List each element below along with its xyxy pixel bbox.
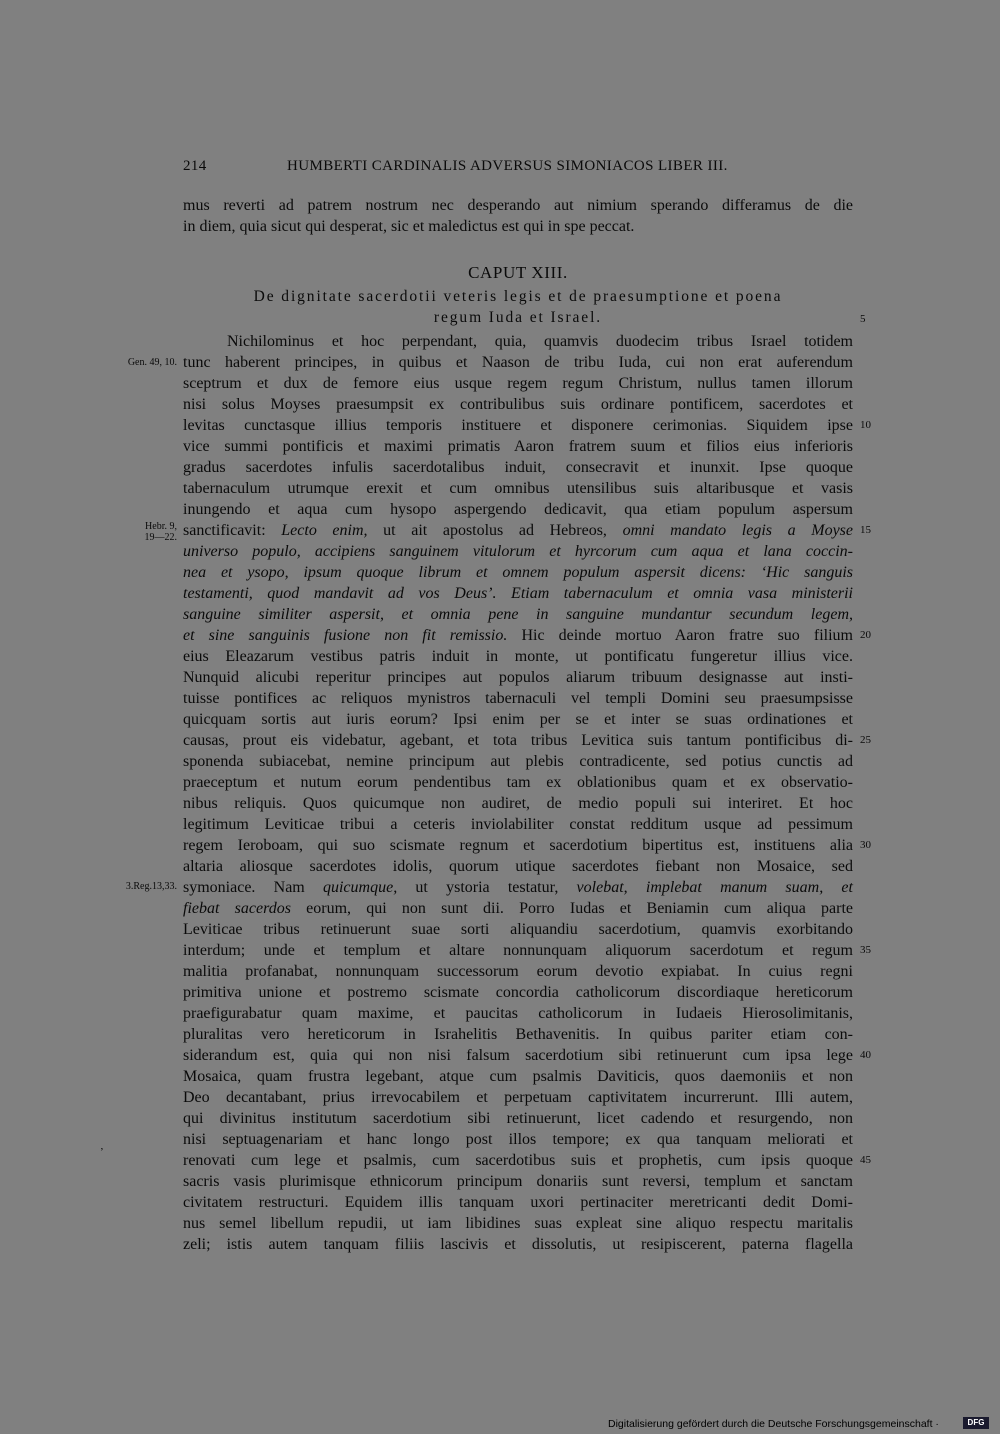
line-number: 35 — [860, 944, 871, 956]
text-line: praefigurabatur quam maxime, et paucitas catholicorum in Iudaeis Hierosolimitanis, — [183, 1005, 853, 1022]
text-line: causas, prout eis videbatur, agebant, et tota tribus Levitica suis tantum pontificibus di- — [183, 732, 853, 749]
text-line: testamenti, quod mandavit ad vos Deus’. Etiam tabernaculum et omnia vasa ministerii — [183, 585, 853, 602]
text-line: Nunquid alicubi reperitur principes aut populos aliarum tribuum designasse aut insti- — [183, 669, 853, 686]
running-title: HUMBERTI CARDINALIS ADVERSUS SIMONIACOS LIBER III. — [287, 158, 728, 174]
chapter-title-line: regum Iuda et Israel. — [433, 309, 603, 326]
margin-reference: 19—22. — [144, 532, 177, 543]
text-line: gradus sacerdotes infulis sacerdotalibus induit, consecravit et inunxit. Ipse quoque — [183, 459, 853, 476]
text-line: inungendo et aqua cum hysopo aspergendo dedicavit, qua etiam populum aspersum — [183, 501, 853, 518]
text-line: sceptrum et dux de femore eius usque regem regum Christum, nullus tamen illorum — [183, 375, 853, 392]
line-number: 30 — [860, 839, 871, 851]
text-line: Deo decantabant, prius irrevocabilem et perpetuam captivitatem incurrerunt. Illi autem, — [183, 1089, 853, 1106]
text-line: tuisse pontifices ac reliquos mynistros tabernaculi vel templi Domini seu praesumpsisse — [183, 690, 853, 707]
text-line: nibus reliquis. Quos quicumque non audiret, de medio populi sui interiret. Et hoc — [183, 795, 853, 812]
text-line: tabernaculum utrumque erexit et cum omnibus utensilibus suis altaribusque et vasis — [183, 480, 853, 497]
text-line: regem Ieroboam, qui suo scismate regnum et sacerdotium bipertitus est, instituens alia — [183, 837, 853, 854]
text-line: primitiva unione et postremo scismate concordia catholicorum discordiaque hereticorum — [183, 984, 853, 1001]
text-line: sanctificavit: Lecto enim, ut ait apostolus ad Hebreos, omni mandato legis a Moyse — [183, 522, 854, 539]
text-line: in diem, quia sicut qui desperat, sic et maledictus est qui in spe peccat. — [183, 218, 635, 235]
text-line: zeli; istis autem tanquam filiis lascivis et dissolutis, ut resipiscerent, paterna flagella — [183, 1236, 853, 1253]
line-number: 10 — [860, 419, 871, 431]
text-line: qui divinitus institutum sacerdotium sibi retinuerunt, licet cadendo et resurgendo, non — [183, 1110, 853, 1127]
text-line: universo populo, accipiens sanguinem vitulorum et hyrcorum cum aqua et lana coccin- — [183, 543, 853, 560]
text-line: Nichilominus et hoc perpendant, quia, quamvis duodecim tribus Israel totidem — [227, 333, 853, 350]
text-line: sacris vasis plurimisque ethnicorum principum donariis sunt reversi, templum et sanctam — [183, 1173, 853, 1190]
text-line: legitimum Leviticae tribui a ceteris inviolabiliter constat redditum usque ad pessimum — [183, 816, 853, 833]
text-line: malitia profanabat, nonnunquam successorum eorum devotio expiabat. In cuius regni — [183, 963, 853, 980]
margin-reference: Hebr. 9, — [145, 521, 177, 532]
text-line: praeceptum et nutum eorum pendentibus tam ex oblationibus quam et ex observatio- — [183, 774, 853, 791]
text-line: levitas cunctasque illius temporis instituere et disponere cerimonias. Siquidem ipse — [183, 417, 853, 434]
text-line: sanguine similiter aspersit, et omnia pene in sanguine mundantur secundum legem, — [183, 606, 853, 623]
text-line: eius Eleazarum vestibus patris induit in monte, ut pontificatu fungeretur illius vice. — [183, 648, 853, 665]
line-number: 45 — [860, 1154, 871, 1166]
chapter-heading: CAPUT XIII. — [468, 263, 568, 282]
text-line: fiebat sacerdos eorum, qui non sunt dii. Porro Iudas et Beniamin cum aliqua parte — [183, 900, 854, 917]
text-line: nus semel libellum repudii, ut iam libidines suas expleat sine aliquo respectu maritalis — [183, 1215, 853, 1232]
margin-reference: 3.Reg.13,33. — [125, 881, 177, 892]
line-number: 15 — [860, 524, 871, 536]
text-line: vice summi pontificis et maximi primatis Aaron fratrem suum et filios eius inferioris — [183, 438, 853, 455]
text-line: tunc haberent principes, in quibus et Naason de tribu Iuda, cui non erat auferendum — [183, 354, 853, 371]
text-line: interdum; unde et templum et altare nonnunquam aliquorum sacerdotum et regum — [183, 942, 853, 959]
text-line: Mosaica, quam frustra legebant, atque cum psalmis Daviticis, quos daemoniis et non — [183, 1068, 853, 1085]
text-line: altaria aliosque sacerdotes idolis, quorum utique sacerdotes fiebant non Mosaice, sed — [183, 858, 853, 875]
line-number: 20 — [860, 629, 871, 641]
text-line: symoniace. Nam quicumque, ut ystoria testatur, volebat, implebat manum suam, et — [183, 879, 853, 896]
page-number: 214 — [183, 158, 207, 174]
line-number: 40 — [860, 1049, 871, 1061]
text-line: pluralitas vero hereticorum in Israhelitis Bethavenitis. In quibus pariter etiam con- — [183, 1026, 853, 1043]
text-line: Leviticae tribus retinuerunt suae sorti aliquandiu sacerdotium, quamvis exorbitando — [183, 921, 853, 938]
stray-mark: ’ — [100, 1146, 104, 1158]
text-line: nisi septuagenariam et hanc longo post illos tempore; ex qua tanquam meliorati et — [183, 1131, 853, 1148]
text-line: mus reverti ad patrem nostrum nec desperando aut nimium sperando differamus de die — [183, 197, 853, 214]
line-number: 5 — [860, 313, 866, 325]
dfg-logo: DFG — [963, 1417, 989, 1429]
footer-credit: Digitalisierung gefördert durch die Deutsche Forschungsgemeinschaft · — [608, 1418, 939, 1430]
text-line: et sine sanguinis fusione non fit remissio. Hic deinde mortuo Aaron fratre suo filium — [183, 627, 853, 644]
margin-reference: Gen. 49, 10. — [127, 357, 177, 368]
text-line: renovati cum lege et psalmis, cum sacerdotibus suis et prophetis, cum ipsis quoque — [183, 1152, 853, 1169]
text-line: sponenda subiacebat, nemine principum aut plebis contradicente, sed potius cunctis ad — [183, 753, 853, 770]
text-line: quicquam sortis aut iuris eorum? Ipsi enim per se et inter se suas ordinationes et — [183, 711, 853, 728]
text-line: nisi solus Moyses praesumpsit ex contribulibus suis ordinare pontificem, sacerdotes et — [183, 396, 853, 413]
text-line: civitatem restructuri. Equidem illis tanquam uxori pertinaciter meretricanti dedit Domi- — [183, 1194, 853, 1211]
text-line: siderandum est, quia qui non nisi falsum sacerdotium sibi retinuerunt cum ipsa lege — [183, 1047, 853, 1064]
text-line: nea et ysopo, ipsum quoque librum et omnem populum aspersit dicens: ‘Hic sanguis — [183, 564, 853, 581]
running-header — [183, 158, 851, 180]
line-number: 25 — [860, 734, 871, 746]
chapter-title-line: De dignitate sacerdotii veteris legis et de praesumptione et poena — [253, 288, 783, 305]
